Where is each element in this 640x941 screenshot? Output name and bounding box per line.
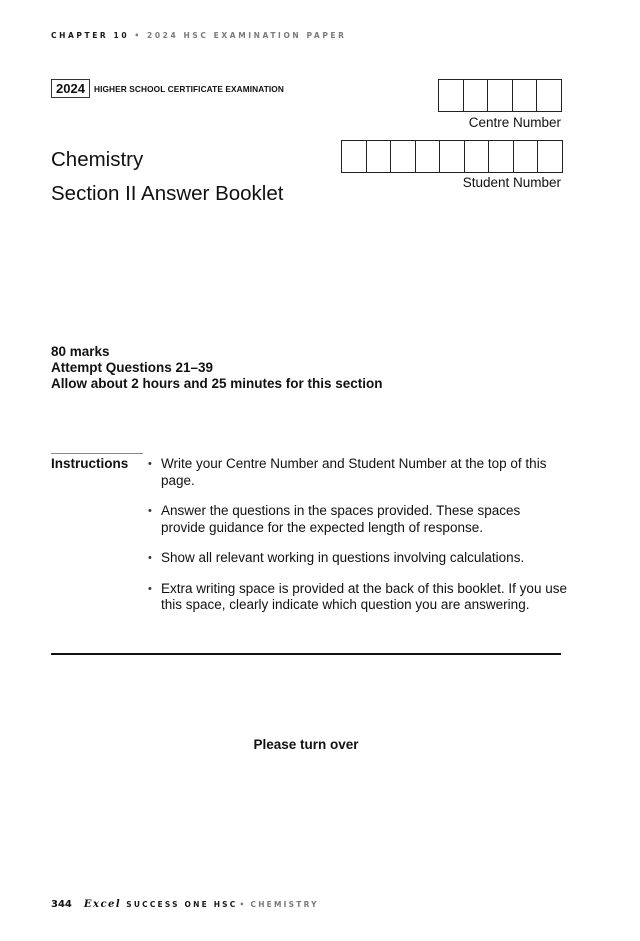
marks-block — [51, 344, 383, 392]
subject-title: Chemistry — [51, 148, 144, 171]
running-header — [51, 31, 347, 40]
attempt-questions: Attempt Questions 21–39 — [51, 360, 214, 375]
bullet-icon: • — [148, 582, 152, 595]
instruction-text: Answer the questions in the spaces provided. These spaces provide guidance for the expected length of response. — [161, 503, 521, 535]
student-number-box[interactable] — [465, 141, 490, 172]
chapter-label: CHAPTER 10 — [51, 31, 130, 40]
time-allowance: Allow about 2 hours and 25 minutes for this section — [51, 376, 383, 391]
footer-separator: • — [239, 900, 247, 909]
student-number-box[interactable] — [342, 141, 367, 172]
student-number-box[interactable] — [538, 141, 563, 172]
student-number-box[interactable] — [367, 141, 392, 172]
total-marks: 80 marks — [51, 344, 110, 359]
student-number-box[interactable] — [391, 141, 416, 172]
bullet-icon: • — [148, 552, 152, 564]
centre-number-box[interactable] — [488, 80, 513, 111]
centre-number-box[interactable] — [537, 80, 562, 111]
centre-number-box[interactable] — [464, 80, 489, 111]
centre-number-box[interactable] — [439, 80, 464, 111]
student-number-box[interactable] — [416, 141, 441, 172]
instructions-list — [148, 456, 568, 628]
page-number: 344 — [51, 899, 72, 910]
bullet-icon: • — [148, 458, 152, 470]
header-separator: • — [134, 31, 142, 40]
series-name: SUCCESS ONE HSC — [126, 900, 238, 909]
instructions-heading: Instructions — [51, 456, 129, 471]
page-footer — [51, 899, 319, 910]
turn-over-note: Please turn over — [253, 737, 359, 752]
instruction-item — [148, 550, 568, 567]
student-number-box[interactable] — [514, 141, 539, 172]
centre-number-label: Centre Number — [468, 115, 561, 130]
instruction-item — [148, 456, 568, 489]
bullet-icon: • — [148, 505, 152, 517]
student-number-boxes — [341, 140, 563, 173]
footer-subject: CHEMISTRY — [250, 900, 319, 909]
student-number-box[interactable] — [440, 141, 465, 172]
instructions-divider — [51, 453, 143, 454]
student-number-box[interactable] — [489, 141, 514, 172]
instruction-item — [148, 581, 568, 614]
centre-number-box[interactable] — [513, 80, 538, 111]
exam-year-badge: 2024 — [51, 79, 90, 98]
booklet-title: Section II Answer Booklet — [51, 182, 284, 205]
centre-number-boxes — [438, 79, 562, 112]
brand-logo: Excel — [83, 899, 122, 910]
instruction-item — [148, 503, 568, 536]
instruction-text: Show all relevant working in questions involving calculations. — [161, 550, 525, 565]
header-title: 2024 HSC EXAMINATION PAPER — [147, 31, 347, 40]
section-divider — [51, 653, 561, 655]
student-number-label: Student Number — [462, 175, 561, 190]
instruction-text: Write your Centre Number and Student Number at the top of this page. — [161, 456, 547, 488]
instruction-text: Extra writing space is provided at the back of this booklet. If you use this space, clearly indicate which question you are answering. — [161, 580, 567, 612]
exam-name: HIGHER SCHOOL CERTIFICATE EXAMINATION — [94, 84, 284, 94]
